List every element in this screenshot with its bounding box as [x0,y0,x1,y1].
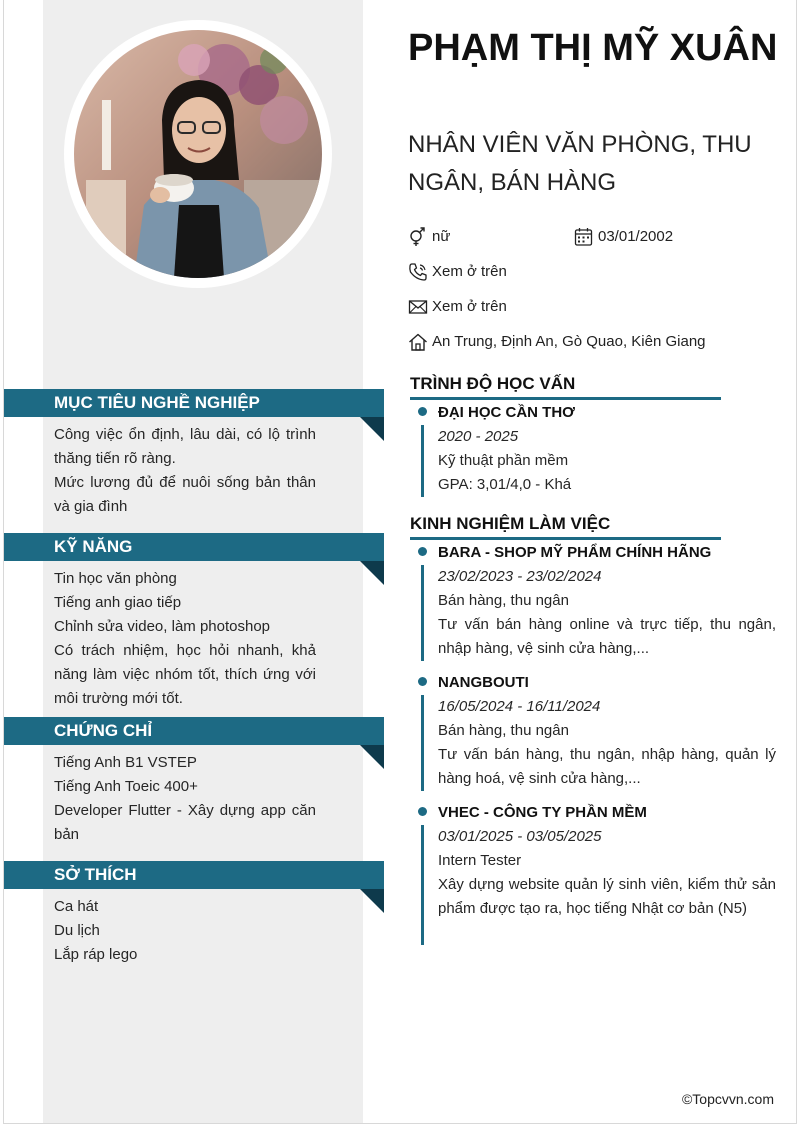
list-item: Tin học văn phòng [54,570,177,587]
envelope-icon [408,297,428,317]
list-item: Có trách nhiệm, học hỏi nhanh, khả năng làm việc nhóm tốt, thích ứng với môi trường mới tốt. [54,642,316,707]
experience-heading: KINH NGHIỆM LÀM VIỆC [410,513,721,540]
experience-entry [418,541,776,661]
timeline-line [421,425,424,497]
skills-list [4,567,384,711]
experience-entry [418,801,776,921]
ribbon-fold [360,889,384,913]
list-item: Mức lương đủ để nuôi sống bản thân và gia đình [54,474,316,515]
certificates-heading: CHỨNG CHỈ [4,717,384,745]
school-name: ĐẠI HỌC CẦN THƠ [438,404,575,421]
list-item: Tiếng Anh B1 VSTEP [54,754,197,771]
ribbon-fold [360,417,384,441]
birthdate-value: 03/01/2002 [598,228,674,245]
ribbon-fold [360,745,384,769]
timeline-dot [418,807,427,816]
email-value: Xem ở trên [432,298,507,315]
email-info [408,297,507,317]
certificates-section [4,717,384,847]
objective-section [4,389,384,519]
objective-list [4,423,384,519]
birthdate-info [574,227,673,247]
company-name: VHEC - CÔNG TY PHẦN MỀM [438,804,647,821]
job-position: Bán hàng, thu ngân [438,722,569,739]
phone-info [408,262,507,282]
watermark: ©Topcvvn.com [681,1091,774,1107]
experience-entry [418,671,776,791]
skills-heading: KỸ NĂNG [4,533,384,561]
certificates-list [4,751,384,847]
avatar-frame [64,20,332,288]
calendar-icon [574,227,594,247]
address-info [408,332,706,352]
list-item: Chỉnh sửa video, làm photoshop [54,618,271,635]
company-name: NANGBOUTI [438,674,529,691]
list-item: Tiếng anh giao tiếp [54,594,182,611]
timeline-dot [418,677,427,686]
gender-value: nữ [432,228,451,245]
job-description: Tư vấn bán hàng, thu ngân, nhập hàng, quản lý hàng hoá, vệ sinh cửa hàng,... [438,746,776,787]
education-entry [418,401,776,497]
company-name: BARA - SHOP MỸ PHẨM CHÍNH HÃNG [438,544,712,561]
ribbon-fold [360,561,384,585]
profile-photo [74,30,322,278]
education-major: Kỹ thuật phần mềm [438,452,569,469]
candidate-role: NHÂN VIÊN VĂN PHÒNG, THU NGÂN, BÁN HÀNG [408,131,752,196]
job-period: 16/05/2024 - 16/11/2024 [438,698,601,715]
job-description: Tư vấn bán hàng online và trực tiếp, thu ngân, nhập hàng, vệ sinh cửa hàng,... [438,616,776,657]
job-position: Intern Tester [438,852,522,869]
objective-heading: MỤC TIÊU NGHỀ NGHIỆP [4,389,384,417]
hobbies-section [4,861,384,967]
phone-value: Xem ở trên [432,263,507,280]
job-period: 23/02/2023 - 23/02/2024 [438,568,602,585]
education-period: 2020 - 2025 [438,428,519,445]
list-item: Công việc ổn định, lâu dài, có lộ trình thăng tiến rõ ràng. [54,426,316,467]
job-position: Bán hàng, thu ngân [438,592,569,609]
timeline-line [421,825,424,945]
hobbies-list [4,895,384,967]
phone-icon [408,262,428,282]
timeline-dot [418,547,427,556]
timeline-line [421,565,424,661]
gender-icon [408,227,428,247]
avatar [74,30,322,278]
education-heading: TRÌNH ĐỘ HỌC VẤN [410,373,721,400]
list-item: Ca hát [54,898,99,915]
skills-section [4,533,384,711]
list-item: Du lịch [54,922,100,939]
timeline-line [421,695,424,791]
list-item: Tiếng Anh Toeic 400+ [54,778,198,795]
house-icon [408,332,428,352]
list-item: Developer Flutter - Xây dựng app căn bản [54,802,316,843]
timeline-dot [418,407,427,416]
gender-info [408,227,450,247]
candidate-name: PHẠM THỊ MỸ XUÂN [408,27,778,69]
job-description: Xây dựng website quản lý sinh viên, kiểm thử sản phẩm được tạo ra, học tiếng Nhật cơ bản (N5) [438,876,776,917]
hobbies-heading: SỞ THÍCH [4,861,384,889]
job-period: 03/01/2025 - 03/05/2025 [438,828,602,845]
education-gpa: GPA: 3,01/4,0 - Khá [438,476,572,493]
list-item: Lắp ráp lego [54,946,138,963]
address-value: An Trung, Định An, Gò Quao, Kiên Giang [432,333,706,350]
